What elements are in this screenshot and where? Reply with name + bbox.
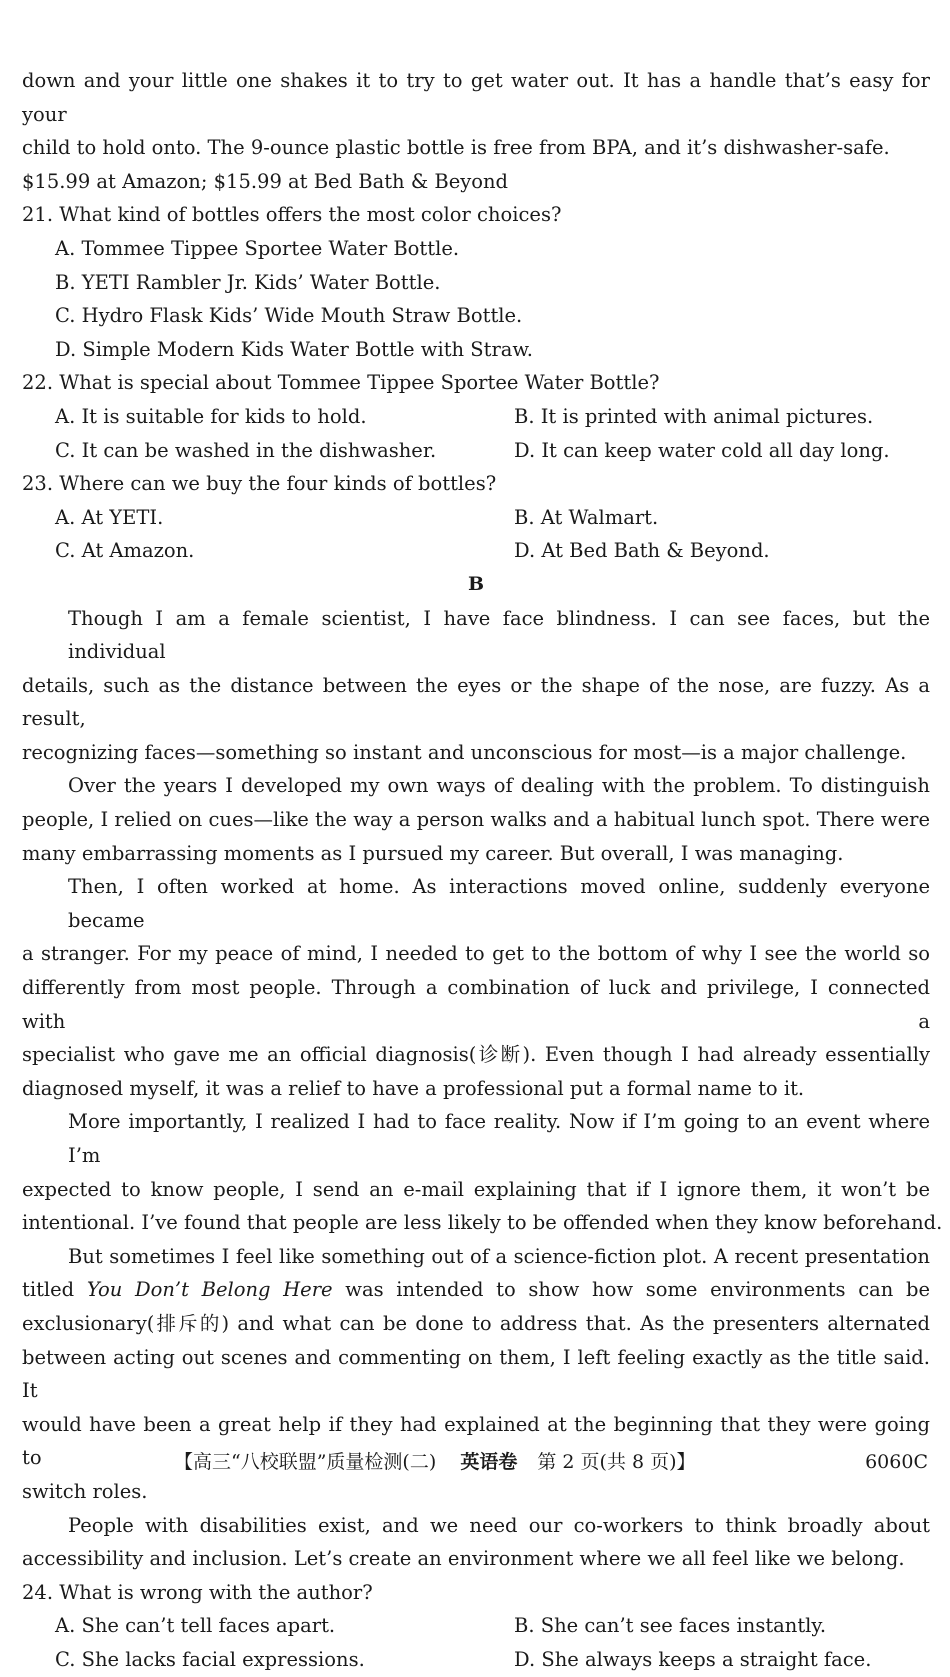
q22-option-c: C. It can be washed in the dishwasher. — [55, 438, 437, 462]
paragraph-line: Then, I often worked at home. As interactions moved online, suddenly everyone became — [68, 875, 930, 932]
passage-a-line: down and your little one shakes it to try to get water out. It has a handle that’s easy for your — [22, 69, 930, 126]
q23-option-a: A. At YETI. — [55, 505, 164, 529]
presentation-title: You Don’t Belong Here — [86, 1278, 333, 1302]
exam-page — [22, 64, 943, 1677]
paragraph-line: would have been a great help if they had explained at the beginning that they were going to — [22, 1412, 930, 1470]
paragraph-line: switch roles. — [22, 1479, 148, 1503]
footer-page-info: 第 2 页(共 8 页)】 — [537, 1451, 696, 1473]
q21-option-a: A. Tommee Tippee Sportee Water Bottle. — [55, 236, 460, 260]
paragraph-line: between acting out scenes and commenting on them, I left feeling exactly as the title said. It — [22, 1345, 930, 1403]
paragraph-line: Over the years I developed my own ways of dealing with the problem. To distinguish — [68, 774, 930, 798]
paragraph-line: expected to know people, I send an e-mail explaining that if I ignore them, it won’t be — [22, 1177, 930, 1201]
paragraph-line: specialist who gave me an official diagnosis(诊断). Even though I had already essentially — [22, 1043, 930, 1067]
page-footer — [0, 1446, 950, 1478]
q22-option-d: D. It can keep water cold all day long. — [514, 438, 890, 462]
q22-options-row — [22, 400, 930, 434]
question-22-stem: 22. What is special about Tommee Tippee Sportee Water Bottle? — [22, 371, 660, 395]
q23-option-d: D. At Bed Bath & Beyond. — [514, 539, 770, 563]
question-21-stem: 21. What kind of bottles offers the most color choices? — [22, 203, 562, 227]
paragraph-line: Though I am a female scientist, I have face blindness. I can see faces, but the individual — [68, 606, 930, 664]
q22-options-row — [22, 434, 930, 468]
q22-option-a: A. It is suitable for kids to hold. — [55, 404, 367, 428]
price-line: $15.99 at Amazon; $15.99 at Bed Bath & Beyond — [22, 169, 509, 193]
footer-code: 6060C — [865, 1451, 928, 1473]
text-fragment: titled — [22, 1278, 75, 1302]
paragraph-line: exclusionary(排斥的) and what can be done to address that. As the presenters alternated — [22, 1311, 930, 1335]
paragraph-line: many embarrassing moments as I pursued my career. But overall, I was managing. — [22, 841, 844, 865]
q23-option-c: C. At Amazon. — [55, 539, 195, 563]
paragraph-line: People with disabilities exist, and we need our co-workers to think broadly about — [68, 1513, 930, 1537]
q24-option-c: C. She lacks facial expressions. — [55, 1647, 365, 1671]
paragraph-line: accessibility and inclusion. Let’s create an environment where we all feel like we belong. — [22, 1547, 905, 1571]
paragraph-line: But sometimes I feel like something out of a science-fiction plot. A recent presentation — [68, 1244, 930, 1268]
paragraph-line: differently from most people. Through a combination of luck and privilege, I connected with a — [22, 976, 930, 1033]
paragraph-line: recognizing faces—something so instant and unconscious for most—is a major challenge. — [22, 740, 907, 764]
question-24-stem: 24. What is wrong with the author? — [22, 1580, 373, 1604]
paragraph-line: diagnosed myself, it was a relief to have a professional put a formal name to it. — [22, 1076, 805, 1100]
q24-options-row — [22, 1643, 930, 1677]
section-b-heading: B — [467, 572, 485, 595]
footer-subject: 英语卷 — [460, 1451, 518, 1473]
paragraph-line: details, such as the distance between the eyes or the shape of the nose, are fuzzy. As a result, — [22, 673, 930, 731]
q23-options-row — [22, 534, 930, 568]
q24-option-a: A. She can’t tell faces apart. — [55, 1614, 336, 1638]
paragraph-line: intentional. I’ve found that people are less likely to be offended when they know beforehand. — [22, 1211, 943, 1235]
text-fragment: was intended to show how some environments can be — [345, 1278, 930, 1302]
paragraph-line: a stranger. For my peace of mind, I needed to get to the bottom of why I see the world so — [22, 942, 930, 966]
q21-option-b: B. YETI Rambler Jr. Kids’ Water Bottle. — [55, 270, 441, 294]
paragraph-line: More importantly, I realized I had to face reality. Now if I’m going to an event where I’m — [68, 1110, 930, 1167]
q24-option-b: B. She can’t see faces instantly. — [514, 1614, 827, 1638]
passage-a-line: child to hold onto. The 9-ounce plastic bottle is free from BPA, and it’s dishwasher-safe. — [22, 136, 890, 160]
q22-option-b: B. It is printed with animal pictures. — [514, 404, 874, 428]
q24-options-row — [22, 1609, 930, 1643]
q21-option-d: D. Simple Modern Kids Water Bottle with Straw. — [55, 337, 534, 361]
q24-option-d: D. She always keeps a straight face. — [514, 1647, 872, 1671]
paragraph-line: people, I relied on cues—like the way a person walks and a habitual lunch spot. There were — [22, 808, 930, 832]
footer-title — [174, 1446, 696, 1478]
q23-options-row — [22, 501, 930, 535]
q23-option-b: B. At Walmart. — [514, 505, 659, 529]
question-23-stem: 23. Where can we buy the four kinds of bottles? — [22, 472, 497, 496]
q21-option-c: C. Hydro Flask Kids’ Wide Mouth Straw Bottle. — [55, 304, 523, 328]
paragraph-line-with-title — [22, 1273, 930, 1307]
footer-exam-name: 【高三“八校联盟”质量检测(二) — [174, 1451, 437, 1473]
